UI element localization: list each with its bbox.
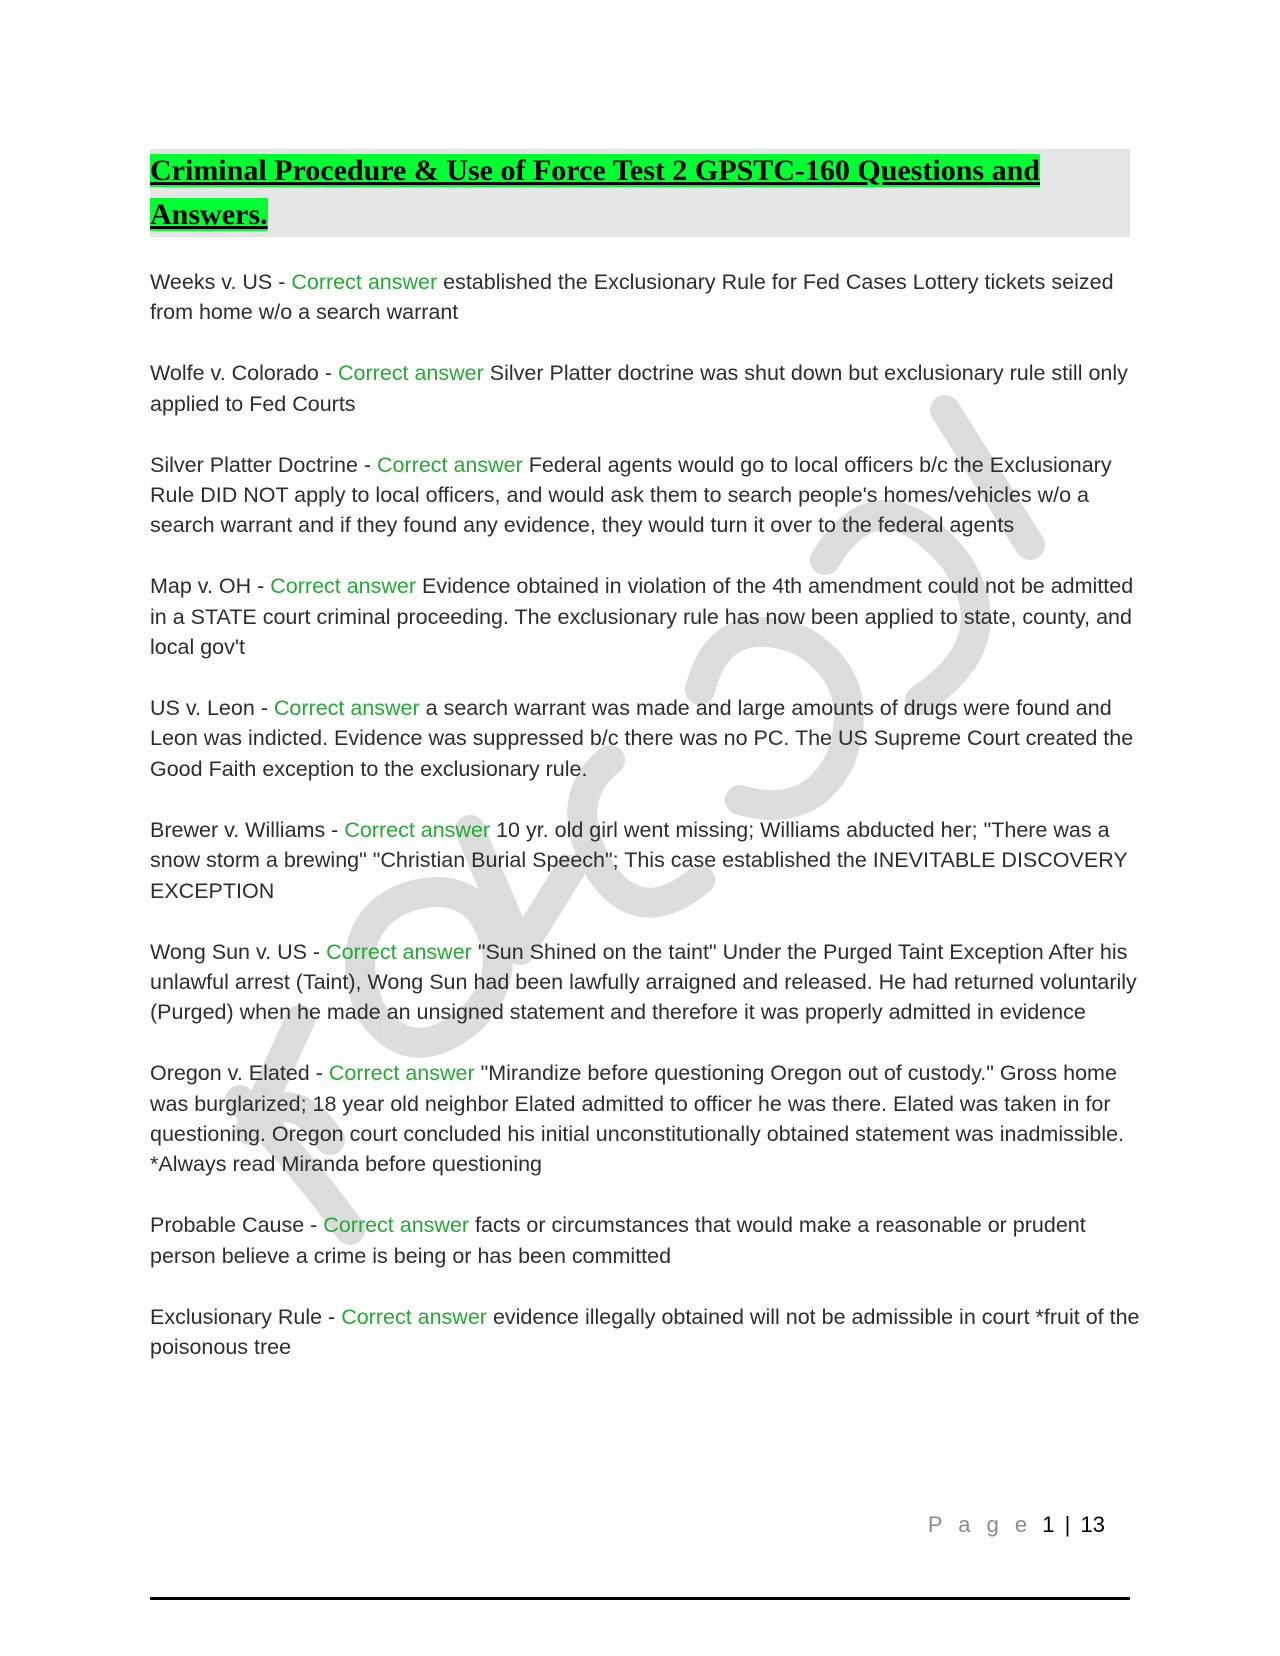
qa-entry <box>150 693 1140 784</box>
entry-term: US v. Leon <box>150 696 255 721</box>
entry-separator: - <box>357 452 378 477</box>
qa-entry <box>150 937 1140 1028</box>
correct-answer-marker: Correct answer <box>338 361 484 386</box>
qa-list <box>150 267 1140 1393</box>
document-title <box>150 149 1130 237</box>
entry-answer: "Mirandize before questioning Oregon out of custody." Gross home was burglarized; 18 year old neighbor Elated admitted to officer he was there. Elated was taken in for questioning. Oregon court concluded his initial unconstitutionally obtained statement was inadmissible. *Always read Miranda before questioning <box>150 1061 1125 1177</box>
entry-term: Silver Platter Doctrine <box>150 452 358 477</box>
page-label: P a g e <box>927 1512 1033 1537</box>
entry-separator: - <box>254 696 274 721</box>
entry-term: Wong Sun v. US <box>150 939 307 964</box>
correct-answer-marker: Correct answer <box>326 939 472 964</box>
entry-answer: a search warrant was made and large amounts of drugs were found and Leon was indicted. Evidence was suppressed b/c there was no PC. The US Supreme Court created the Good Faith exception to the exclusionary rule. <box>150 696 1134 781</box>
entry-term: Brewer v. Williams <box>150 817 326 842</box>
entry-separator: - <box>251 574 271 599</box>
entry-answer: Silver Platter doctrine was shut down but exclusionary rule still only applied to Fed Courts <box>150 361 1128 416</box>
entry-answer: facts or circumstances that would make a reasonable or prudent person believe a crime is being or has been committed <box>150 1213 1086 1268</box>
entry-separator: - <box>322 1304 342 1329</box>
entry-separator: - <box>272 270 292 294</box>
qa-entry <box>150 450 1140 541</box>
entry-answer: established the Exclusionary Rule for Fed Cases Lottery tickets seized from home w/o a search warrant <box>150 270 1114 325</box>
correct-answer-marker: Correct answer <box>344 817 491 842</box>
entry-answer: 10 yr. old girl went missing; Williams abducted her; "There was a snow storm a brewing" "Christian Burial Speech"; This case established the INEVITABLE DISCOVERY EXCEPTION <box>150 817 1128 903</box>
qa-entry <box>150 1302 1140 1363</box>
qa-entry <box>150 815 1140 906</box>
total-pages-number: 13 <box>1080 1512 1105 1537</box>
entry-separator: - <box>325 817 345 842</box>
qa-entry <box>150 571 1140 662</box>
correct-answer-marker: Correct answer <box>273 696 420 721</box>
entry-answer: Federal agents would go to local officers b/c the Exclusionary Rule DID NOT apply to local officers, and would ask them to search people's homes/vehicles w/o a search warrant and if they found any evidence, they would turn it over to the federal agents <box>150 452 1112 538</box>
entry-separator: - <box>304 1213 324 1238</box>
qa-entry <box>150 358 1140 419</box>
entry-term: Probable Cause <box>150 1213 305 1238</box>
page-footer <box>928 1512 1105 1538</box>
qa-entry <box>150 1058 1140 1180</box>
entry-term: Map v. OH <box>150 574 252 599</box>
entry-separator: - <box>318 361 339 386</box>
page-divider: | <box>1064 1512 1071 1537</box>
entry-term: Oregon v. Elated <box>150 1061 310 1086</box>
entry-answer: Evidence obtained in violation of the 4th amendment could not be admitted in a STATE court criminal proceeding. The exclusionary rule has now been applied to state, county, and local gov't <box>150 574 1134 660</box>
entry-term: Exclusionary Rule <box>150 1304 323 1329</box>
entry-term: Weeks v. US <box>150 270 273 294</box>
correct-answer-marker: Correct answer <box>323 1213 470 1238</box>
entry-separator: - <box>306 939 327 964</box>
qa-entry <box>150 1210 1140 1271</box>
document-title-text: Criminal Procedure & Use of Force Test 2 GPSTC-160 Questions and Answers. <box>150 154 1040 231</box>
title-band <box>150 149 1130 237</box>
correct-answer-marker: Correct answer <box>328 1061 475 1086</box>
correct-answer-marker: Correct answer <box>377 452 523 477</box>
correct-answer-marker: Correct answer <box>341 1304 487 1329</box>
footer-rule <box>150 1597 1130 1600</box>
current-page-number: 1 <box>1042 1512 1055 1537</box>
entry-term: Wolfe v. Colorado <box>150 361 319 386</box>
correct-answer-marker: Correct answer <box>270 574 417 599</box>
entry-answer: "Sun Shined on the taint" Under the Purged Taint Exception After his unlawful arrest (Taint), Wong Sun had been lawfully arraigned and released. He had returned voluntarily (Purged) when he made an unsigned statement and therefore it was properly admitted in evidence <box>150 939 1137 1025</box>
correct-answer-marker: Correct answer <box>291 270 438 294</box>
entry-separator: - <box>309 1061 329 1086</box>
qa-entry <box>150 267 1140 328</box>
entry-answer: evidence illegally obtained will not be admissible in court *fruit of the poisonous tree <box>150 1304 1140 1360</box>
